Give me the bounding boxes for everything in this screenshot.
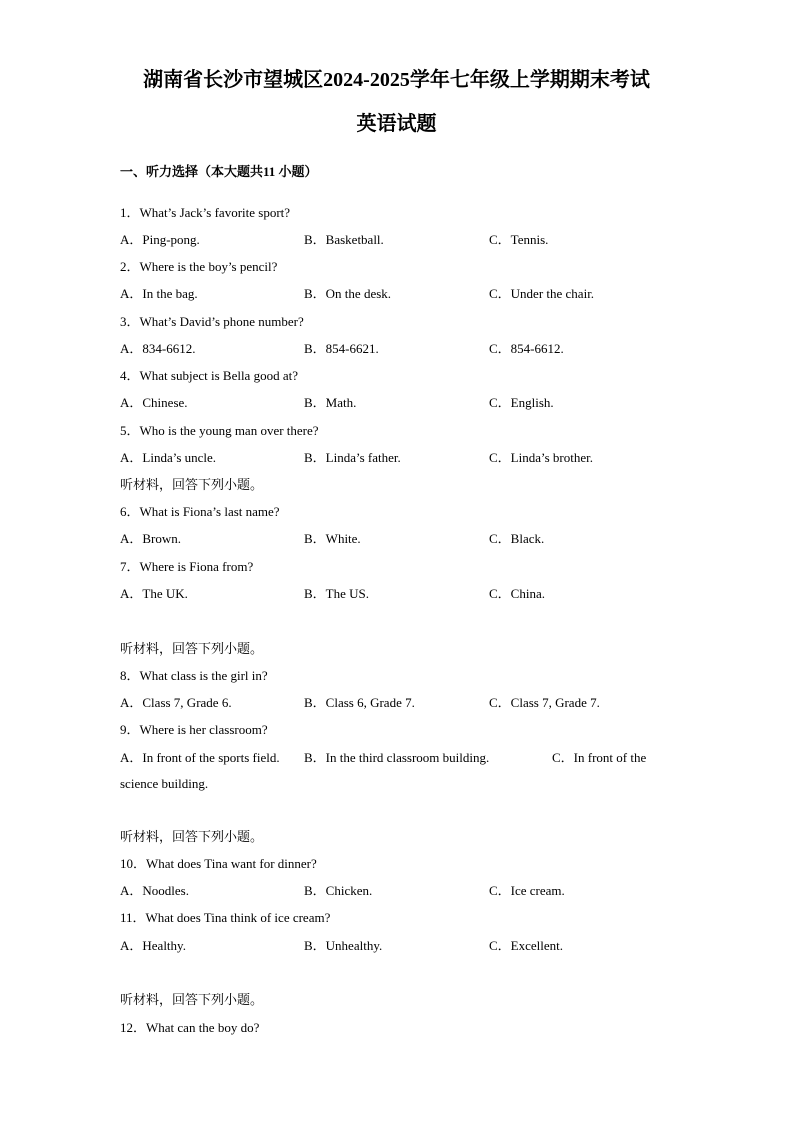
q3-option-b: B．854-6621. [304, 341, 379, 356]
q4-option-c: C．English. [489, 395, 554, 410]
q1-option-a: A．Ping-pong. [120, 232, 200, 247]
q2-option-c: C．Under the chair. [489, 286, 595, 301]
question-8: 8．What class is the girl in? [120, 668, 268, 683]
question-10: 10．What does Tina want for dinner? [120, 856, 317, 871]
question-7: 7．Where is Fiona from? [120, 559, 254, 574]
question-2: 2．Where is the boy’s pencil? [120, 259, 278, 274]
question-6: 6．What is Fiona’s last name? [120, 504, 280, 519]
q2-option-b: B．On the desk. [304, 286, 392, 301]
question-3: 3．What’s David’s phone number? [120, 314, 304, 329]
q9-option-a: A．In front of the sports field. [120, 750, 280, 765]
q3-option-c: C．854-6612. [489, 341, 564, 356]
q8-option-a: A．Class 7, Grade 6. [120, 695, 232, 710]
question-5: 5．Who is the young man over there? [120, 423, 319, 438]
q8-option-b: B．Class 6, Grade 7. [304, 695, 415, 710]
q10-option-b: B．Chicken. [304, 883, 373, 898]
q1-option-c: C．Tennis. [489, 232, 549, 247]
q11-option-c: C．Excellent. [489, 938, 564, 953]
q3-option-a: A．834-6612. [120, 341, 196, 356]
question-4: 4．What subject is Bella good at? [120, 368, 298, 383]
q6-option-b: B．White. [304, 531, 361, 546]
q9-option-b: B．In the third classroom building. [304, 750, 490, 765]
q6-option-a: A．Brown. [120, 531, 182, 546]
q5-option-c: C．Linda’s brother. [489, 450, 593, 465]
q2-option-a: A．In the bag. [120, 286, 198, 301]
section-heading: 一、听力选择（本大题共11 小题） [120, 164, 318, 179]
q10-option-a: A．Noodles. [120, 883, 189, 898]
q7-option-a: A．The UK. [120, 586, 188, 601]
q9-option-c: C．In front of the [552, 750, 647, 765]
q8-option-c: C．Class 7, Grade 7. [489, 695, 600, 710]
listening-instruction: 听材料，回答下列小题。 [120, 992, 264, 1007]
q5-option-a: A．Linda’s uncle. [120, 450, 217, 465]
q6-option-c: C．Black. [489, 531, 545, 546]
q10-option-c: C．Ice cream. [489, 883, 565, 898]
q1-option-b: B．Basketball. [304, 232, 384, 247]
q11-option-b: B．Unhealthy. [304, 938, 383, 953]
question-12: 12．What can the boy do? [120, 1020, 260, 1035]
question-11: 11．What does Tina think of ice cream? [120, 910, 331, 925]
q5-option-b: B．Linda’s father. [304, 450, 401, 465]
question-9: 9．Where is her classroom? [120, 722, 268, 737]
listening-instruction: 听材料，回答下列小题。 [120, 641, 264, 656]
q11-option-a: A．Healthy. [120, 938, 186, 953]
question-1: 1．What’s Jack’s favorite sport? [120, 205, 291, 220]
q9-option-c-continued: science building. [120, 776, 209, 791]
q4-option-b: B．Math. [304, 395, 357, 410]
q7-option-b: B．The US. [304, 586, 370, 601]
q4-option-a: A．Chinese. [120, 395, 188, 410]
exam-title: 湖南省长沙市望城区2024-2025学年七年级上学期期末考试 [143, 69, 650, 91]
listening-instruction: 听材料，回答下列小题。 [120, 477, 264, 492]
exam-subtitle: 英语试题 [356, 113, 437, 135]
q7-option-c: C．China. [489, 586, 545, 601]
listening-instruction: 听材料，回答下列小题。 [120, 829, 264, 844]
